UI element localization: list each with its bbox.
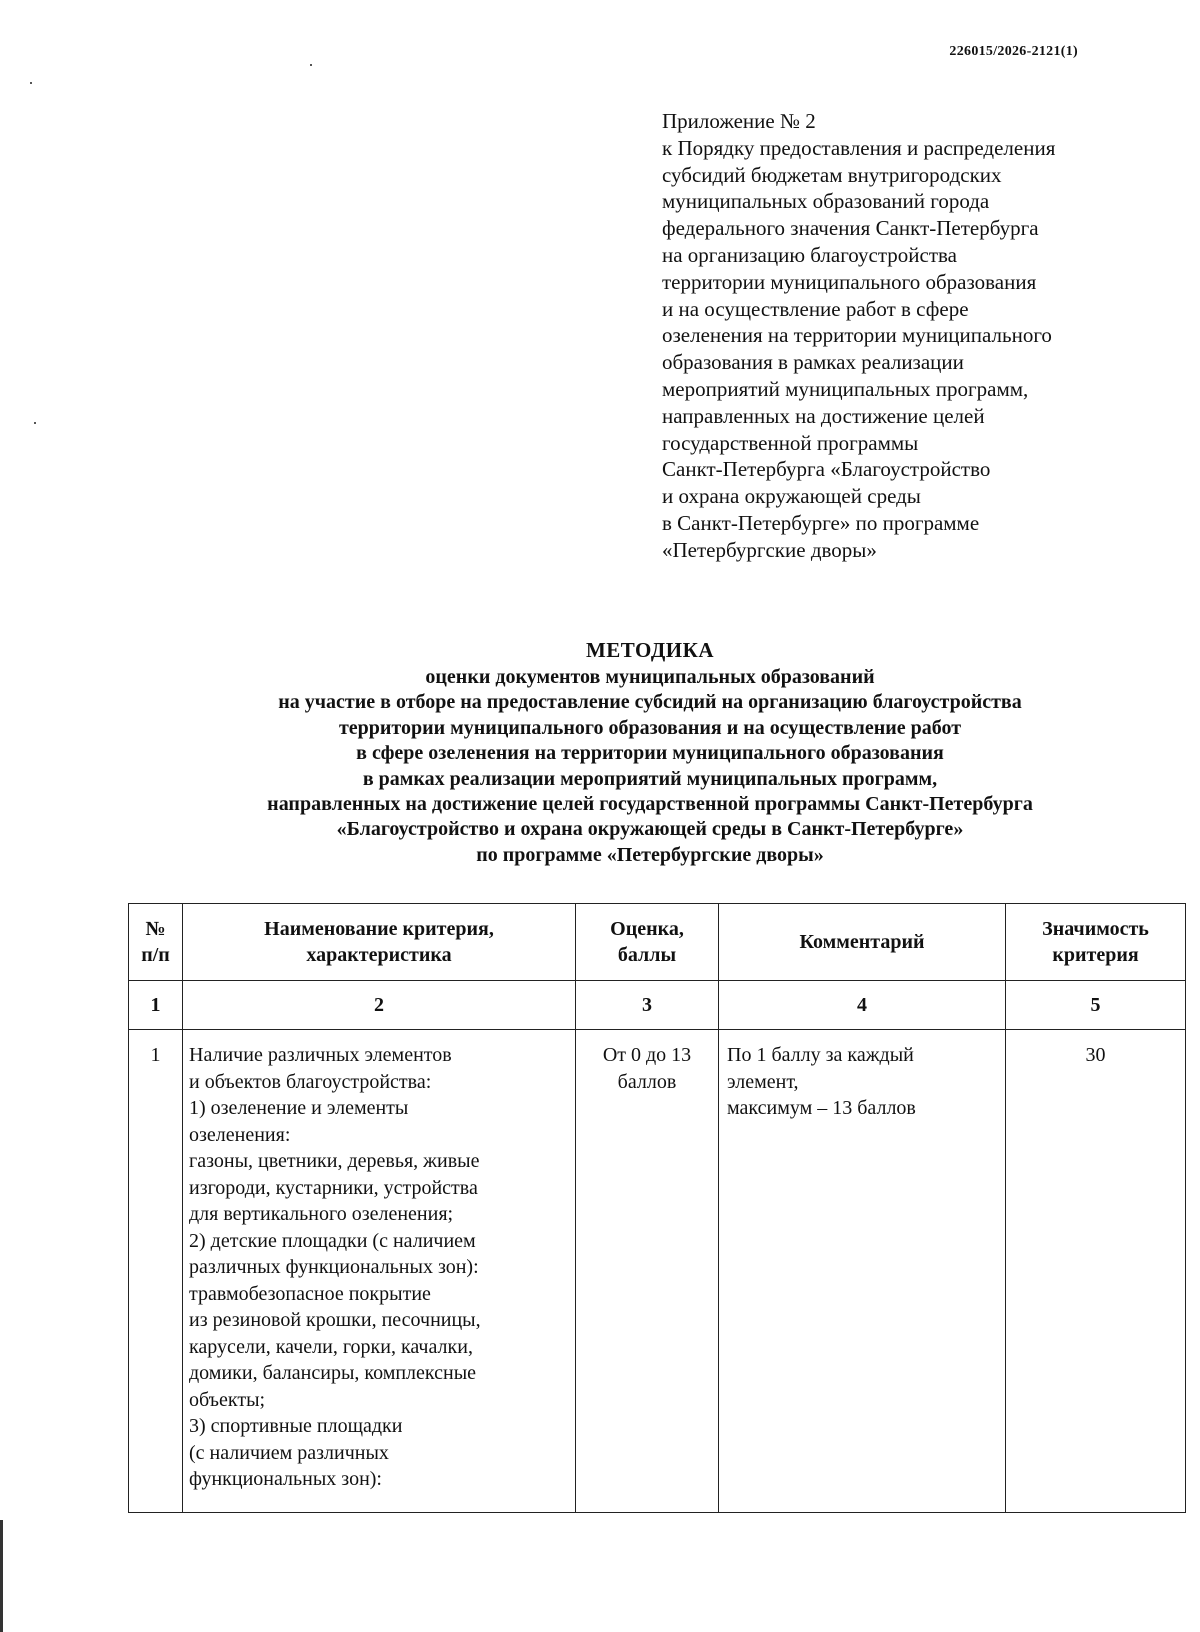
appendix-header <box>662 108 1182 564</box>
criterion-weight: 30 <box>1006 1030 1186 1513</box>
title-main: МЕТОДИКА <box>585 638 715 662</box>
appendix-line: «Петербургские дворы» <box>662 537 877 562</box>
header-text: Значимость <box>1042 918 1149 940</box>
appendix-line: муниципальных образований города <box>662 189 990 214</box>
header-text: п/п <box>141 944 170 966</box>
comment-line: максимум – 13 баллов <box>727 1097 916 1119</box>
appendix-line: направленных на достижение целей <box>662 403 985 428</box>
criteria-table <box>128 903 1186 1513</box>
criterion-line: 2) детские площадки (с наличием <box>189 1229 476 1252</box>
appendix-line: образования в рамках реализации <box>662 350 964 375</box>
document-title <box>120 636 1180 868</box>
appendix-line: к Порядку предоставления и распределения <box>662 135 1056 160</box>
criterion-line: озеленения: <box>189 1123 291 1146</box>
appendix-line: озеленения на территории муниципального <box>662 323 1052 348</box>
appendix-line: и охрана окружающей среды <box>662 484 921 509</box>
comment-line: элемент, <box>727 1070 799 1093</box>
score-range <box>576 1030 719 1513</box>
score-text: От 0 до 13 <box>602 1044 692 1066</box>
appendix-line: территории муниципального образования <box>662 269 1037 294</box>
criterion-description <box>183 1030 576 1513</box>
criterion-line: и объектов благоустройства: <box>189 1070 432 1093</box>
appendix-line: федерального значения Санкт-Петербурга <box>662 216 1039 241</box>
appendix-line: и на осуществление работ в сфере <box>662 296 969 321</box>
column-number: 5 <box>1006 981 1186 1030</box>
appendix-line: мероприятий муниципальных программ, <box>662 376 1029 401</box>
title-line: по программе «Петербургские дворы» <box>476 843 824 866</box>
comment <box>719 1030 1006 1513</box>
title-line: направленных на достижение целей государственной программы Санкт-Петербурга <box>267 793 1033 816</box>
header-text: критерия <box>1052 944 1139 966</box>
header-cell-criterion <box>183 904 576 981</box>
row-number: 1 <box>129 1030 183 1513</box>
header-cell-weight <box>1006 904 1186 981</box>
criterion-line: для вертикального озеленения; <box>189 1203 454 1225</box>
scan-mark <box>310 64 312 66</box>
header-text: № <box>145 918 166 940</box>
title-line: в рамках реализации мероприятий муниципальных программ, <box>362 767 938 790</box>
column-number-row <box>129 981 1186 1030</box>
criterion-line: Наличие различных элементов <box>189 1044 452 1066</box>
criterion-line: из резиновой крошки, песочницы, <box>189 1309 481 1331</box>
table-header-row <box>129 904 1186 981</box>
appendix-line: субсидий бюджетам внутригородских <box>662 162 1002 187</box>
appendix-line: Санкт-Петербурга «Благоустройство <box>662 457 991 482</box>
criterion-line: объекты; <box>189 1388 266 1411</box>
title-line: «Благоустройство и охрана окружающей среды в Санкт-Петербурге» <box>336 818 964 841</box>
title-line: на участие в отборе на предоставление субсидий на организацию благоустройства <box>278 691 1022 714</box>
column-number: 2 <box>183 981 576 1030</box>
criterion-line: домики, балансиры, комплексные <box>189 1362 477 1384</box>
scan-mark <box>0 1520 3 1632</box>
scan-mark <box>30 82 32 84</box>
header-text: Оценка, <box>610 918 684 940</box>
column-number: 4 <box>719 981 1006 1030</box>
criterion-line: функциональных зон): <box>189 1468 382 1490</box>
criterion-line: 3) спортивные площадки <box>189 1415 403 1437</box>
title-line: оценки документов муниципальных образований <box>425 666 875 688</box>
document-number: 226015/2026-2121(1) <box>949 44 1078 59</box>
criterion-line: изгороди, кустарники, устройства <box>189 1176 478 1199</box>
column-number: 1 <box>129 981 183 1030</box>
comment-line: По 1 баллу за каждый <box>727 1044 914 1066</box>
title-line: территории муниципального образования и на осуществление работ <box>338 716 962 739</box>
table-row <box>129 1030 1186 1513</box>
title-line: в сфере озеленения на территории муниципального образования <box>356 742 944 765</box>
criterion-line: различных функциональных зон): <box>189 1256 479 1278</box>
column-number: 3 <box>576 981 719 1030</box>
scan-mark <box>34 422 36 424</box>
header-cell-score <box>576 904 719 981</box>
header-text: Наименование критерия, <box>264 918 494 940</box>
header-cell-number <box>129 904 183 981</box>
header-text: характеристика <box>306 944 452 966</box>
criterion-line: травмобезопасное покрытие <box>189 1282 431 1305</box>
criterion-line: газоны, цветники, деревья, живые <box>189 1150 480 1172</box>
criterion-line: (с наличием различных <box>189 1441 389 1464</box>
header-text: баллы <box>617 944 677 966</box>
header-cell-comment <box>719 904 1006 981</box>
appendix-line: Приложение № 2 <box>662 109 816 133</box>
criterion-line: карусели, качели, горки, качалки, <box>189 1335 473 1358</box>
appendix-line: государственной программы <box>662 430 919 455</box>
appendix-line: в Санкт-Петербурге» по программе <box>662 510 980 535</box>
header-text: Комментарий <box>799 931 925 953</box>
criterion-line: 1) озеленение и элементы <box>189 1097 409 1119</box>
score-text: баллов <box>617 1070 677 1093</box>
appendix-line: на организацию благоустройства <box>662 242 957 267</box>
